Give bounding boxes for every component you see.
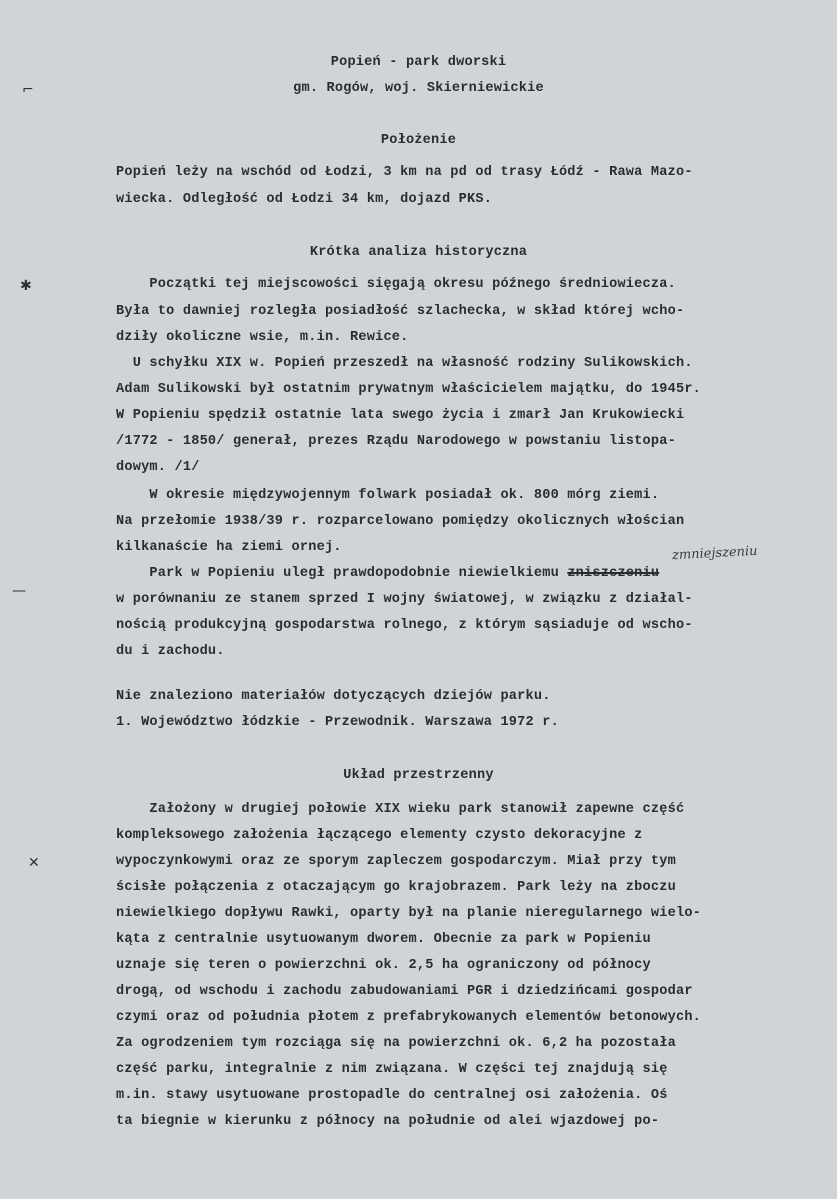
notes-line-1: Nie znaleziono materiałów dotyczących dziejów parku. — [116, 689, 551, 704]
uklad-line-6: kąta z centralnie usytuowanym dworem. Obecnie za park w Popieniu — [116, 932, 651, 947]
analiza-line-3: dziły okoliczne wsie, m.in. Rewice. — [116, 330, 409, 345]
analiza-line-11: kilkanaście ha ziemi ornej. — [116, 540, 342, 555]
uklad-line-8: drogą, od wschodu i zachodu zabudowaniami PGR i dziedzińcami gospodar — [116, 984, 693, 999]
analiza-line-8: dowym. /1/ — [116, 460, 200, 475]
struck-word: zniszczeniu — [567, 566, 660, 581]
analiza-line-14: nością produkcyjną gospodarstwa rolnego, z którym sąsiaduje od wscho- — [116, 618, 693, 633]
title-line-1: Popień - park dworski — [330, 55, 507, 70]
polozenie-line-1: Popień leży na wschód od Łodzi, 3 km na pd od trasy Łódź - Rawa Mazo- — [116, 165, 693, 180]
analiza-line-10: Na przełomie 1938/39 r. rozparcelowano pomiędzy okolicznych włościan — [116, 514, 685, 529]
uklad-line-2: kompleksowego założenia łączącego elementy czysto dekoracyjne z — [116, 828, 643, 843]
margin-mark-2: ✱ — [20, 278, 32, 294]
uklad-line-9: czymi oraz od południa płotem z prefabrykowanych elementów betonowych. — [116, 1010, 702, 1025]
uklad-line-3: wypoczynkowymi oraz ze sporym zapleczem gospodarczym. Miał przy tym — [116, 854, 676, 869]
analiza-line-12 — [116, 567, 659, 581]
uklad-line-12: m.in. stawy usytuowane prostopadle do centralnej osi założenia. Oś — [116, 1088, 668, 1103]
margin-mark-4: ✕ — [28, 855, 40, 871]
analiza-line-15: du i zachodu. — [116, 644, 225, 659]
uklad-line-7: uznaje się teren o powierzchni ok. 2,5 ha ograniczony od północy — [116, 958, 651, 973]
uklad-line-10: Za ogrodzeniem tym rozciąga się na powierzchni ok. 6,2 ha pozostała — [116, 1036, 676, 1051]
heading-uklad: Układ przestrzenny — [343, 768, 494, 783]
uklad-line-4: ścisłe połączenia z otaczającym go krajobrazem. Park leży na zboczu — [116, 880, 676, 895]
polozenie-line-2: wiecka. Odległość od Łodzi 34 km, dojazd PKS. — [116, 192, 493, 207]
handwritten-correction: zmniejszeniu — [671, 543, 758, 564]
uklad-line-5: niewielkiego dopływu Rawki, oparty był na planie nieregularnego wielo- — [116, 906, 702, 921]
notes-line-2: 1. Województwo łódzkie - Przewodnik. Warszawa 1972 r. — [116, 715, 559, 730]
uklad-line-13: ta biegnie w kierunku z północy na południe od alei wjazdowej po- — [116, 1114, 660, 1129]
margin-mark-1: ⌐ — [22, 82, 34, 98]
analiza-line-1: Początki tej miejscowości sięgają okresu późnego średniowiecza. — [116, 277, 676, 292]
uklad-line-11: część parku, integralnie z nim związana. W części tej znajdują się — [116, 1062, 668, 1077]
title-line-2: gm. Rogów, woj. Skierniewickie — [293, 81, 544, 96]
analiza-line-12-text: Park w Popieniu uległ prawdopodobnie niewielkiemu — [116, 566, 568, 581]
analiza-line-6: W Popieniu spędził ostatnie lata swego życia i zmarł Jan Krukowiecki — [116, 408, 685, 423]
analiza-line-7: /1772 - 1850/ generał, prezes Rządu Narodowego w powstaniu listopa- — [116, 434, 676, 449]
analiza-line-2: Była to dawniej rozległa posiadłość szlachecka, w skład której wcho- — [116, 304, 685, 319]
analiza-line-5: Adam Sulikowski był ostatnim prywatnym właścicielem majątku, do 1945r. — [116, 382, 702, 397]
heading-analiza: Krótka analiza historyczna — [309, 245, 528, 260]
analiza-line-9: W okresie międzywojennym folwark posiadał ok. 800 mórg ziemi. — [116, 488, 660, 503]
uklad-line-1: Założony w drugiej połowie XIX wieku park stanowił zapewne część — [116, 802, 685, 817]
margin-mark-3: — — [12, 583, 26, 599]
heading-polozenie: Położenie — [380, 133, 457, 148]
analiza-line-4: U schyłku XIX w. Popień przeszedł na własność rodziny Sulikowskich. — [116, 356, 693, 371]
analiza-line-13: w porównaniu ze stanem sprzed I wojny światowej, w związku z działal- — [116, 592, 693, 607]
